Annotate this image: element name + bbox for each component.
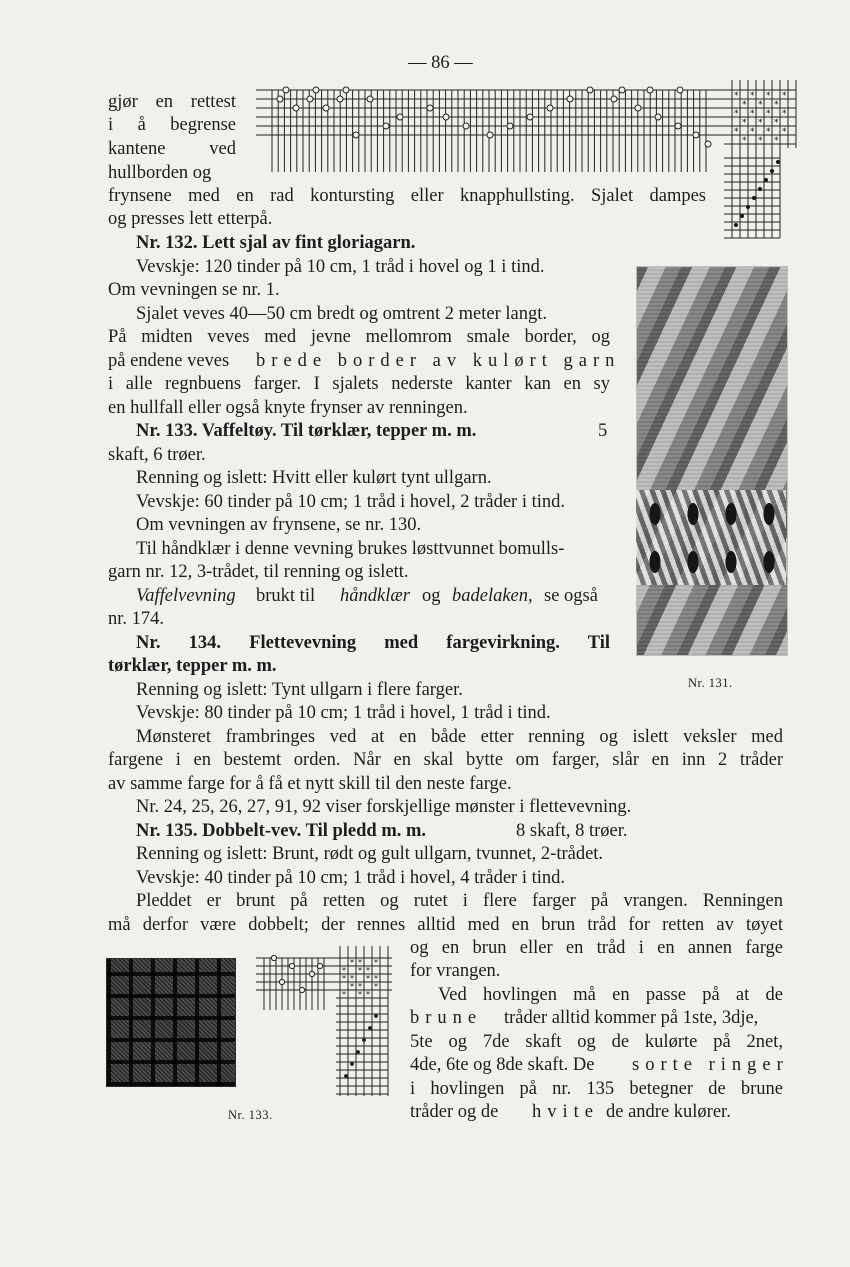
svg-text:*: * [774,118,779,128]
s133-line-6: Til håndklær i denne vevning brukes løsttvunnet bomulls- [136,539,565,559]
svg-text:*: * [342,990,346,999]
heading-nr-133: Nr. 133. Vaffeltøy. Til tørklær, tepper m. m. [136,421,477,441]
svg-text:*: * [734,91,739,101]
svg-text:*: * [350,958,354,967]
intro-line-2: i å begrense [108,115,236,135]
s134-line-6: Nr. 24, 25, 26, 27, 91, 92 viser forskjellige mønster i flettevevning. [136,797,632,817]
svg-text:*: * [774,100,779,110]
s132-line-5a: på endene veves [108,351,230,371]
svg-text:*: * [782,91,787,101]
page-number: — 86 — [408,53,473,73]
s134-line-5: av samme farge for å få et nytt skill til den neste farge. [108,774,512,794]
fabric-photo-nr-133 [106,958,236,1087]
s132-line-1: Vevskje: 120 tinder på 10 cm, 1 tråd i hovel og 1 i tind. [136,257,545,277]
s133-line-8-mid: brukt til [256,586,316,606]
heading-nr-134-line-2: tørklær, tepper m. m. [108,656,277,676]
svg-text:*: * [766,127,771,137]
svg-text:*: * [366,990,370,999]
svg-text:*: * [374,982,378,991]
svg-text:*: * [758,118,763,128]
s133-line-8-end: se også [544,586,598,606]
svg-text:*: * [350,982,354,991]
s135-right-1: og en brun eller en tråd i en annen farge [410,938,783,958]
svg-text:*: * [358,990,362,999]
svg-text:*: * [342,966,346,975]
s135-right-6b: sorte ringer [632,1055,789,1075]
svg-text:*: * [742,100,747,110]
heading-nr-135: Nr. 135. Dobbelt-vev. Til pledd m. m. [136,821,427,841]
svg-text:*: * [774,136,779,146]
caption-nr-131: Nr. 131. [688,676,733,690]
s134-line-2: Vevskje: 80 tinder på 10 cm; 1 tråd i hovel, 1 tråd i tind. [136,703,551,723]
s133-line-9: nr. 174. [108,609,165,629]
heading-nr-134-line-1: Nr. 134. Flettevevning med fargevirkning. Til [136,633,610,653]
s135-right-4b: tråder alltid kommer på 1ste, 3dje, [504,1008,759,1028]
s133-line-8-og: og [422,586,441,606]
fabric-photo-nr-131 [636,266,788,656]
s132-line-3: Sjalet veves 40—50 cm bredt og omtrent 2 meter langt. [136,304,548,324]
svg-text:*: * [350,974,354,983]
intro-line-5: frynsene med en rad kontursting eller knapphullsting. Sjalet dampes [108,186,706,206]
svg-text:*: * [758,136,763,146]
s133-line-7: garn nr. 12, 3-trådet, til renning og islett. [108,562,409,582]
weave-draft-diagram-top [250,78,810,238]
svg-text:*: * [342,974,346,983]
s132-line-5b: brede border av kulørt garn [256,351,621,371]
svg-text:*: * [750,127,755,137]
s133-line-2: skaft, 6 trøer. [108,445,206,465]
s134-line-1: Renning og islett: Tynt ullgarn i flere farger. [136,680,463,700]
s133-heading-tail: 5 [598,421,608,441]
svg-text:*: * [782,109,787,119]
intro-line-1: gjør en rettest [108,92,236,112]
s133-line-3: Renning og islett: Hvitt eller kulørt tynt ullgarn. [136,468,492,488]
s134-line-4: fargene i en bestemt orden. Når en skal bytte om farger, slår en inn 2 tråder [108,750,783,770]
svg-text:*: * [750,91,755,101]
s135-right-4a: brune [410,1008,483,1028]
weave-draft-diagram-nr-133 [252,946,402,1096]
fabric-photo-nr-131-band [636,490,786,585]
svg-text:*: * [750,109,755,119]
s133-line-8-italic: Vaffelvevning [136,586,236,606]
s133-line-4: Vevskje: 60 tinder på 10 cm; 1 tråd i hovel, 2 tråder i tind. [136,492,565,512]
s132-line-2: Om vevningen se nr. 1. [108,280,280,300]
s135-right-8a: tråder og de [410,1102,499,1122]
s132-line-7: en hullfall eller også knyte frynser av renningen. [108,398,468,418]
s133-line-5: Om vevningen av frynsene, se nr. 130. [136,515,422,535]
s135-heading-tail: 8 skaft, 8 trøer. [516,821,628,841]
s132-line-6: i alle regnbuens farger. I sjalets nederste kanter kan en sy [108,374,610,394]
s135-line-3: Pleddet er brunt på retten og rutet i flere farger på vrangen. Renningen [136,891,783,911]
svg-text:*: * [366,966,370,975]
svg-text:*: * [358,958,362,967]
s135-right-5: 5te og 7de skaft og de kulørte på 2net, [410,1032,783,1052]
s132-line-4: På midten veves med jevne mellomrom smale border, og [108,327,610,347]
s133-line-8-italic3: badelaken, [452,586,533,606]
svg-text:*: * [742,118,747,128]
intro-line-4: hullborden og [108,163,212,183]
svg-text:*: * [734,109,739,119]
s135-line-4: må derfor være dobbelt; der rennes alltid med en brun tråd for retten av tøyet [108,915,783,935]
intro-line-3: kantene ved [108,139,236,159]
s135-right-3: Ved hovlingen må en passe på at de [438,985,783,1005]
intro-line-6: og presses lett etterpå. [108,209,273,229]
s135-right-7: i hovlingen på nr. 135 betegner de brune [410,1079,783,1099]
s133-line-8-italic2: håndklær [340,586,410,606]
s134-line-3: Mønsteret frambringes ved at en både etter renning og islett veksler med [136,727,783,747]
svg-text:*: * [358,982,362,991]
svg-text:*: * [374,958,378,967]
svg-text:*: * [734,127,739,137]
s135-line-2: Vevskje: 40 tinder på 10 cm; 1 tråd i hovel, 4 tråder i tind. [136,868,565,888]
svg-text:*: * [742,136,747,146]
heading-nr-132: Nr. 132. Lett sjal av fint gloriagarn. [136,233,416,253]
svg-text:*: * [374,974,378,983]
svg-text:*: * [782,127,787,137]
s135-right-8c: de andre kulører. [606,1102,731,1122]
svg-text:*: * [758,100,763,110]
svg-text:*: * [766,91,771,101]
s135-line-1: Renning og islett: Brunt, rødt og gult ullgarn, tvunnet, 2-trådet. [136,844,604,864]
caption-nr-133: Nr. 133. [228,1108,273,1122]
svg-text:*: * [358,966,362,975]
svg-text:*: * [366,974,370,983]
s135-right-2: for vrangen. [410,961,501,981]
s135-right-8b: hvite [532,1102,599,1122]
svg-text:*: * [766,109,771,119]
s135-right-6a: 4de, 6te og 8de skaft. De [410,1055,595,1075]
